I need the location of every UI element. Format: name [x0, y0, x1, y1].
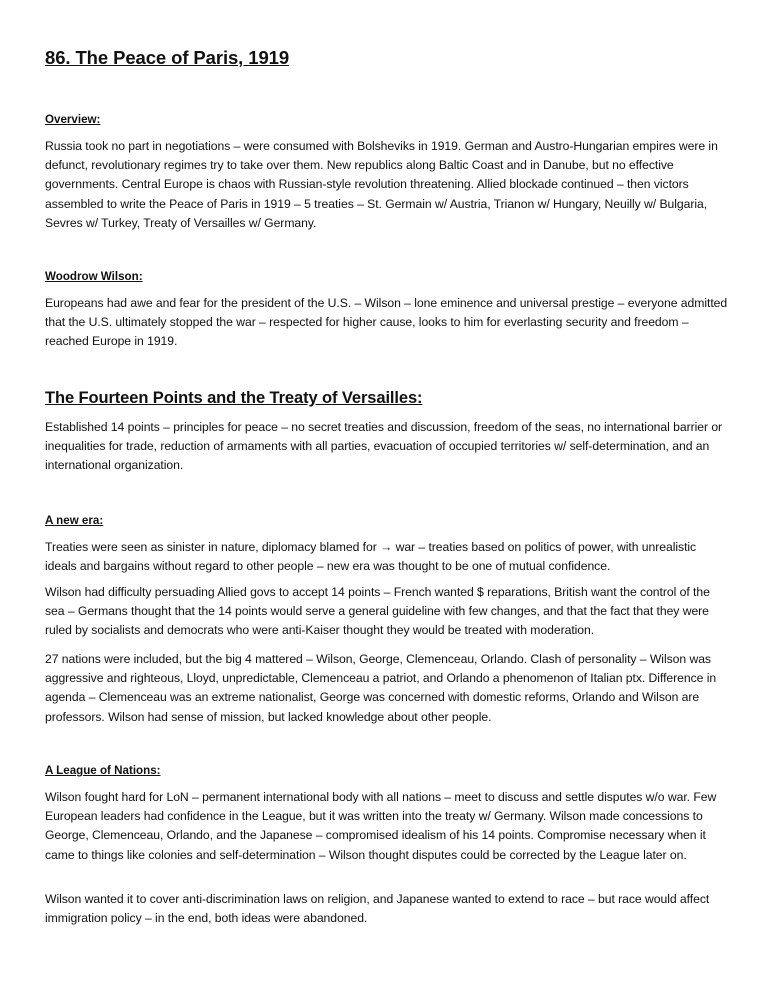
new-era-paragraph-2: Wilson had difficulty persuading Allied govs to accept 14 points – French wanted $ reparations, British want the control of the sea – Germans thought that the 14 points would serve a general guideline with few changes, and that the fact that they were ruled by socialists and democrats who were anti-Kaiser thought they would be treated with moderation. [45, 585, 710, 638]
new-era-paragraph-1: Treaties were seen as sinister in nature, diplomacy blamed for → war – treaties based on politics of power, with unrealistic ideals and bargains without regard to other people – new era was thought to be one of mutual confidence. [45, 540, 697, 574]
woodrow-wilson-heading: Woodrow Wilson: [45, 270, 143, 283]
new-era-paragraph-3: 27 nations were included, but the big 4 mattered – Wilson, George, Clemenceau, Orlando. Clash of personality – Wilson was aggressive and righteous, Lloyd, unpredictable, Clemenceau a patriot, and Orlando a phenomenon of Italian ptx. Difference in agenda – Clemenceau was an extreme nationalist, George was concerned with domestic reforms, Orlando and Wilson are professors. Wilson had sense of mission, but lacked knowledge about other people. [45, 652, 717, 724]
woodrow-wilson-paragraph: Europeans had awe and fear for the president of the U.S. – Wilson – lone eminence and universal prestige – everyone admitted that the U.S. ultimately stopped the war – respected for higher cause, looks to him for everlasting security and freedom – reached Europe in 1919. [45, 296, 728, 349]
league-heading: A League of Nations: [45, 764, 161, 777]
new-era-heading: A new era: [45, 514, 104, 527]
overview-paragraph: Russia took no part in negotiations – were consumed with Bolsheviks in 1919. German and Austro-Hungarian empires were in defunct, revolutionary regimes try to take over them. New republics along Baltic Coast and in Danube, but no effective governments. Central Europe is chaos with Russian-style revolution threatening. Allied blockade continued – then victors assembled to write the Peace of Paris in 1919 – 5 treaties – St. Germain w/ Austria, Trianon w/ Hungary, Neuilly w/ Bulgaria, Sevres w/ Turkey, Treaty of Versailles w/ Germany. [45, 139, 718, 230]
fourteen-points-paragraph: Established 14 points – principles for peace – no secret treaties and discussion, freedom of the seas, no international barrier or inequalities for trade, reduction of armaments with all parties, evacuation of occupied territories w/ self-determination, and an international organization. [45, 420, 723, 473]
league-paragraph-2: Wilson wanted it to cover anti-discrimination laws on religion, and Japanese wanted to extend to race – but race would affect immigration policy – in the end, both ideas were abandoned. [45, 892, 710, 926]
overview-heading: Overview: [45, 113, 101, 126]
fourteen-points-heading: The Fourteen Points and the Treaty of Versailles: [45, 389, 423, 407]
league-paragraph-1: Wilson fought hard for LoN – permanent international body with all nations – meet to discuss and settle disputes w/o war. Few European leaders had confidence in the League, but it was written into the treaty w/ Germany. Wilson made concessions to George, Clemenceau, Orlando, and the Japanese – compromised idealism of his 14 points. Compromise necessary when it came to things like colonies and self-determination – Wilson thought disputes could be corrected by the League later on. [45, 790, 717, 862]
page-title: 86. The Peace of Paris, 1919 [45, 47, 290, 68]
